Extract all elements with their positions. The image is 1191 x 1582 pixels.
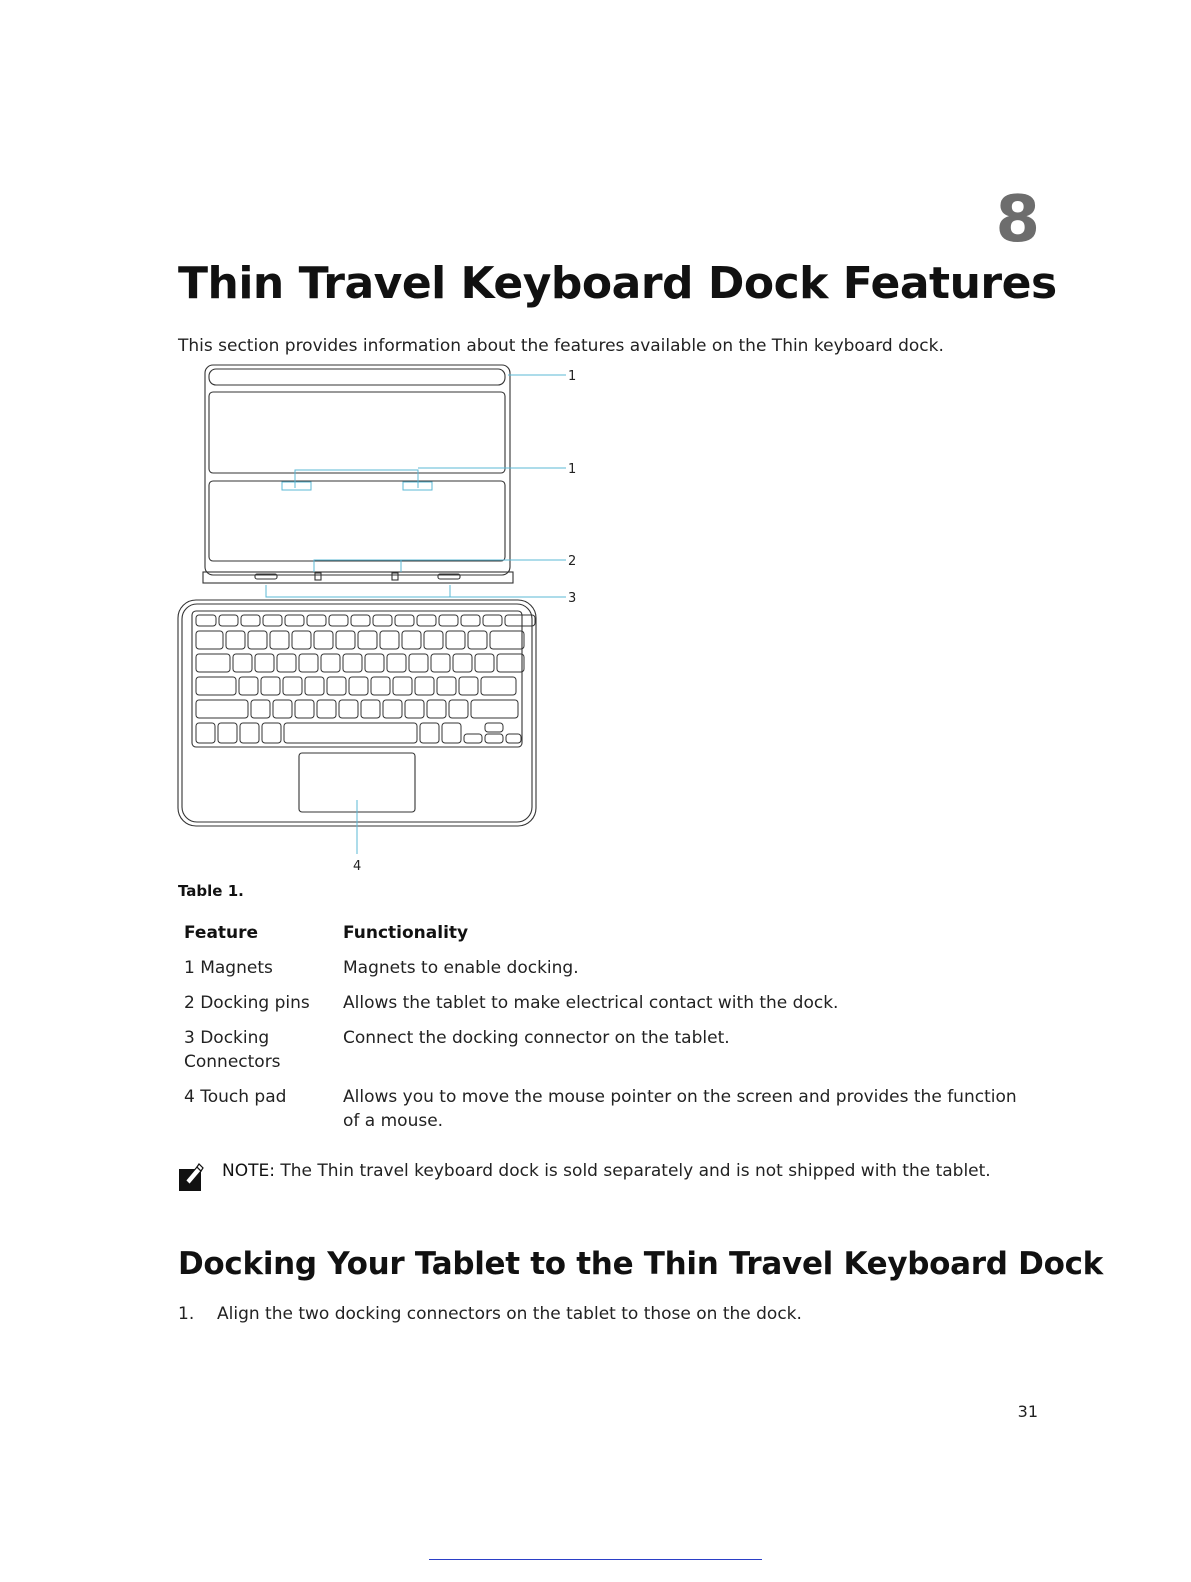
list-item (178, 1304, 802, 1324)
callout-labels (353, 369, 576, 874)
keyboard-key (270, 631, 289, 649)
step-number: 1. (178, 1304, 195, 1324)
footer-divider (429, 1559, 762, 1560)
keyboard-key (239, 677, 258, 695)
keyboard-key (218, 723, 237, 743)
keyboard-key (371, 677, 390, 695)
docking-pin-left (315, 573, 321, 580)
hinge-bar (203, 572, 513, 583)
keyboard-key (395, 615, 414, 626)
table-row (178, 986, 1038, 1021)
keyboard-key (196, 700, 248, 718)
callout-label: 2 (568, 554, 577, 569)
holder-panel-upper (209, 392, 505, 473)
keyboard-key (453, 654, 472, 672)
keyboard-key (420, 723, 439, 743)
keyboard-key (485, 723, 503, 732)
keyboard-key (299, 654, 318, 672)
keyboard-key (321, 654, 340, 672)
keyboard-key (446, 631, 465, 649)
keyboard-key (284, 723, 417, 743)
keyboard-key (292, 631, 311, 649)
keyboard-key (295, 700, 314, 718)
keyboard-key (449, 700, 468, 718)
keyboard-key (439, 615, 458, 626)
keyboard-key (409, 654, 428, 672)
keyboard-key (361, 700, 380, 718)
keyboard-key (240, 723, 259, 743)
keyboard-key (305, 677, 324, 695)
keyboard-key (196, 631, 223, 649)
docking-pin-right (392, 573, 398, 580)
keyboard-key (327, 677, 346, 695)
keyboard-key (255, 654, 274, 672)
keyboard-key (464, 734, 482, 743)
note-text (222, 1161, 991, 1181)
keyboard-key (402, 631, 421, 649)
column-header: Functionality (343, 923, 469, 943)
keyboard-key (317, 700, 336, 718)
keyboard-base-inner (182, 604, 532, 822)
keyboard-keys (196, 615, 535, 743)
keyboard-key (262, 723, 281, 743)
functionality-cell: Allows you to move the mouse pointer on the screen and provides the function of a mouse. (343, 1087, 1017, 1131)
intro-paragraph: This section provides information about the features available on the Thin keyboard dock. (178, 336, 944, 356)
magnet-strip-top (209, 369, 505, 385)
feature-cell: 3 Docking Connectors (184, 1028, 281, 1072)
keyboard-key (490, 631, 524, 649)
keyboard-key (459, 677, 478, 695)
keyboard-key (343, 654, 362, 672)
functionality-cell: Magnets to enable docking. (343, 958, 579, 978)
functionality-cell: Connect the docking connector on the tablet. (343, 1028, 730, 1048)
keyboard-key (196, 615, 216, 626)
keyboard-key (475, 654, 494, 672)
keyboard-key (383, 700, 402, 718)
table-row (178, 1021, 1038, 1080)
table-caption: Table 1. (178, 882, 244, 900)
keyboard-key (196, 723, 215, 743)
keyboard-key (415, 677, 434, 695)
keyboard-key (497, 654, 524, 672)
keyboard-key (248, 631, 267, 649)
keyboard-key (483, 615, 502, 626)
keyboard-key (485, 734, 503, 743)
keyboard-key (365, 654, 384, 672)
page-title: Thin Travel Keyboard Dock Features (178, 258, 1057, 309)
keyboard-key (233, 654, 252, 672)
keyboard-key (283, 677, 302, 695)
step-text: Align the two docking connectors on the tablet to those on the dock. (217, 1304, 802, 1324)
functionality-cell: Allows the tablet to make electrical contact with the dock. (343, 993, 839, 1013)
feature-cell: 2 Docking pins (184, 993, 310, 1013)
keyboard-key (468, 631, 487, 649)
keyboard-key (241, 615, 260, 626)
keyboard-dock-illustration (170, 360, 600, 880)
keyboard-key (261, 677, 280, 695)
keyboard-key (277, 654, 296, 672)
keyboard-key (380, 631, 399, 649)
keyboard-key (461, 615, 480, 626)
keyboard-key (285, 615, 304, 626)
holder-panel-lower (209, 481, 505, 561)
feature-cell: 4 Touch pad (184, 1087, 287, 1107)
table-header-row (178, 916, 1038, 951)
keyboard-key (431, 654, 450, 672)
keyboard-key (506, 734, 521, 743)
keyboard-key (263, 615, 282, 626)
keyboard-key (307, 615, 326, 626)
table-row (178, 951, 1038, 986)
callout-label: 3 (568, 591, 577, 606)
keyboard-key (226, 631, 245, 649)
keyboard-key (251, 700, 270, 718)
keyboard-key (373, 615, 392, 626)
callout-label: 4 (353, 859, 362, 874)
keyboard-key (349, 677, 368, 695)
keyboard-key (417, 615, 436, 626)
note-box (178, 1158, 1038, 1198)
keyboard-key (273, 700, 292, 718)
page-number: 31 (1017, 1402, 1038, 1421)
feature-table (178, 916, 1038, 1139)
callout-label: 1 (568, 462, 577, 477)
keyboard-key (437, 677, 456, 695)
note-body: The Thin travel keyboard dock is sold separately and is not shipped with the tablet. (274, 1161, 991, 1181)
callout-label: 1 (568, 369, 577, 384)
feature-cell: 1 Magnets (184, 958, 273, 978)
keyboard-key (387, 654, 406, 672)
table-row (178, 1080, 1038, 1139)
note-pencil-icon (178, 1162, 204, 1192)
section-heading: Docking Your Tablet to the Thin Travel Keyboard Dock (178, 1246, 1103, 1282)
keyboard-key (339, 700, 358, 718)
dock-drawing (178, 365, 536, 826)
keyboard-key (358, 631, 377, 649)
keyboard-key (471, 700, 518, 718)
keyboard-key (196, 654, 230, 672)
keyboard-base-outer (178, 600, 536, 826)
keyboard-key (405, 700, 424, 718)
keyboard-key (424, 631, 443, 649)
steps-list (178, 1304, 802, 1324)
keyboard-key (219, 615, 238, 626)
column-header: Feature (184, 923, 259, 943)
keyboard-key (393, 677, 412, 695)
keyboard-key (442, 723, 461, 743)
keyboard-key (336, 631, 355, 649)
chapter-number: 8 (995, 183, 1040, 257)
keyboard-key (505, 615, 535, 626)
keyboard-key (314, 631, 333, 649)
keyboard-key (196, 677, 236, 695)
keyboard-key (329, 615, 348, 626)
keyboard-key (427, 700, 446, 718)
keyboard-key (481, 677, 516, 695)
keyboard-key (351, 615, 370, 626)
note-label: NOTE: (222, 1161, 275, 1181)
